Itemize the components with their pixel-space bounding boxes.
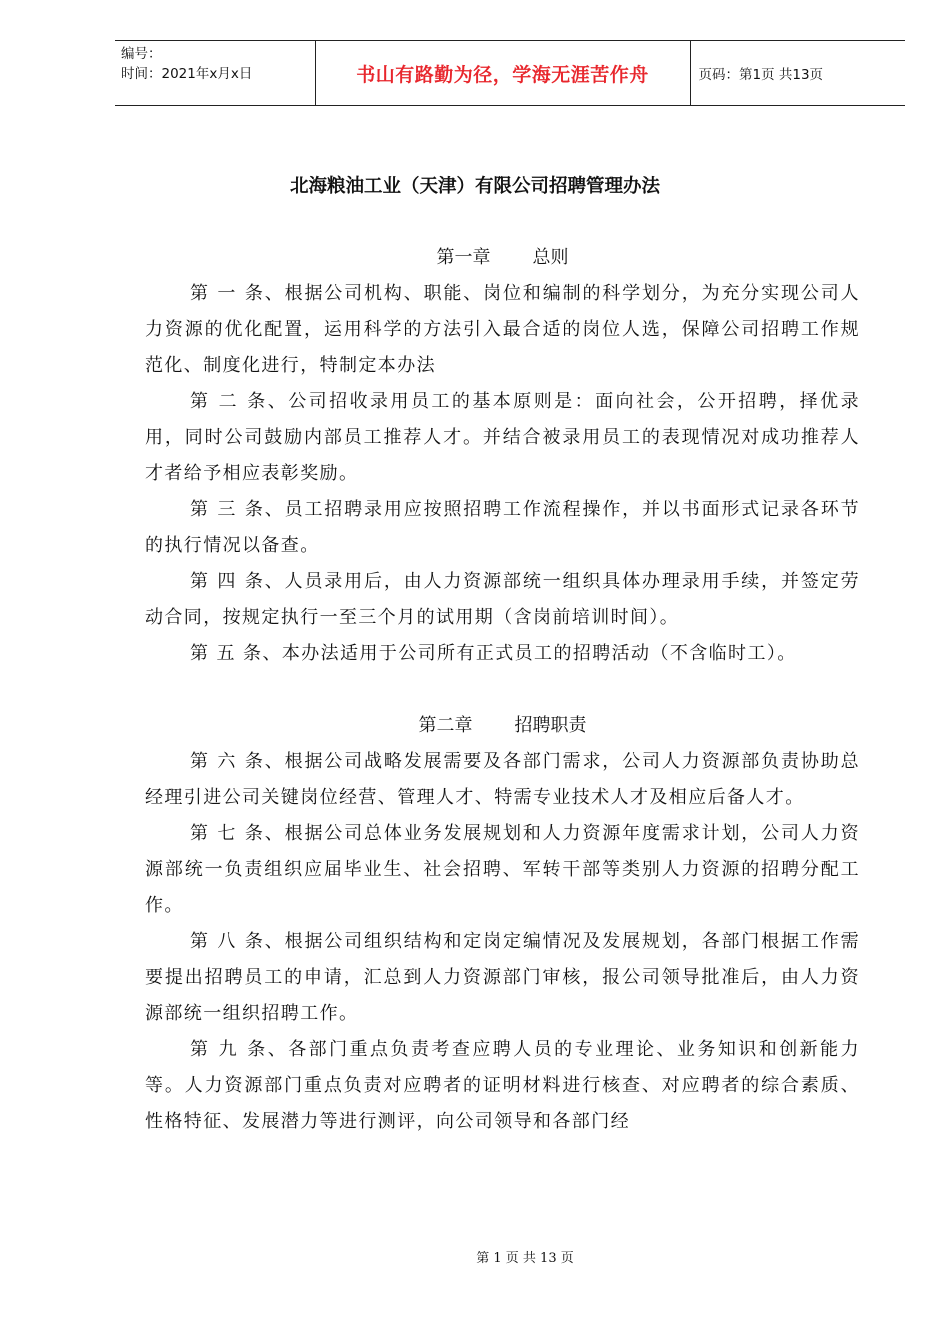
page-footer: 第 1 页 共 13 页 bbox=[476, 1251, 574, 1266]
article-paragraph: 第 七 条、根据公司总体业务发展规划和人力资源年度需求计划，公司人力资源部统一负责组织应届毕业生、社会招聘、军转干部等类别人力资源的招聘分配工作。 bbox=[145, 823, 860, 916]
article-paragraph: 第 二 条、公司招收录用员工的基本原则是：面向社会，公开招聘，择优录用，同时公司鼓励内部员工推荐人才。并结合被录用员工的表现情况对成功推荐人才者给予相应表彰奖励。 bbox=[145, 391, 860, 484]
article-paragraph: 第 九 条、各部门重点负责考查应聘人员的专业理论、业务知识和创新能力等。人力资源部门重点负责对应聘者的证明材料进行核查、对应聘者的综合素质、性格特征、发展潜力等进行测评，向公司领导和各部门经 bbox=[145, 1039, 860, 1132]
chapter-number: 第二章 bbox=[418, 715, 473, 736]
document-title: 北海粮油工业（天津）有限公司招聘管理办法 bbox=[289, 176, 660, 197]
chapter-name: 招聘职责 bbox=[514, 715, 587, 736]
article-paragraph: 第 四 条、人员录用后，由人力资源部统一组织具体办理录用手续，并签定劳动合同，按规定执行一至三个月的试用期（含岗前培训时间）。 bbox=[145, 571, 860, 628]
article-paragraph: 第 五 条、本办法适用于公司所有正式员工的招聘活动（不含临时工）。 bbox=[190, 643, 797, 664]
article-paragraph: 第 一 条、根据公司机构、职能、岗位和编制的科学划分，为充分实现公司人力资源的优化配置，运用科学的方法引入最合适的岗位人选，保障公司招聘工作规范化、制度化进行，特制定本办法 bbox=[145, 283, 860, 376]
chapter-name: 总则 bbox=[532, 247, 569, 268]
time-label: 时间：2021年x月x日 bbox=[121, 66, 253, 82]
header-motto: 书山有路勤为径，学海无涯苦作舟 bbox=[315, 41, 690, 106]
chapter-heading-2 bbox=[145, 708, 860, 744]
header-meta bbox=[115, 41, 315, 106]
header-page-code: 页码：第1页 共13页 bbox=[690, 41, 905, 106]
chapter-heading-1 bbox=[145, 240, 860, 276]
document-header bbox=[115, 40, 905, 106]
chapter-number: 第一章 bbox=[436, 247, 491, 268]
article-paragraph: 第 八 条、根据公司组织结构和定岗定编情况及发展规划，各部门根据工作需要提出招聘员工的申请，汇总到人力资源部门审核，报公司领导批准后，由人力资源部统一组织招聘工作。 bbox=[145, 931, 860, 1024]
document-body bbox=[145, 240, 860, 1140]
number-label: 编号： bbox=[121, 46, 162, 62]
spacer bbox=[145, 672, 860, 708]
article-paragraph: 第 六 条、根据公司战略发展需要及各部门需求，公司人力资源部负责协助总经理引进公司关键岗位经营、管理人才、特需专业技术人才及相应后备人才。 bbox=[145, 751, 860, 808]
article-paragraph: 第 三 条、员工招聘录用应按照招聘工作流程操作，并以书面形式记录各环节的执行情况以备查。 bbox=[145, 499, 860, 556]
